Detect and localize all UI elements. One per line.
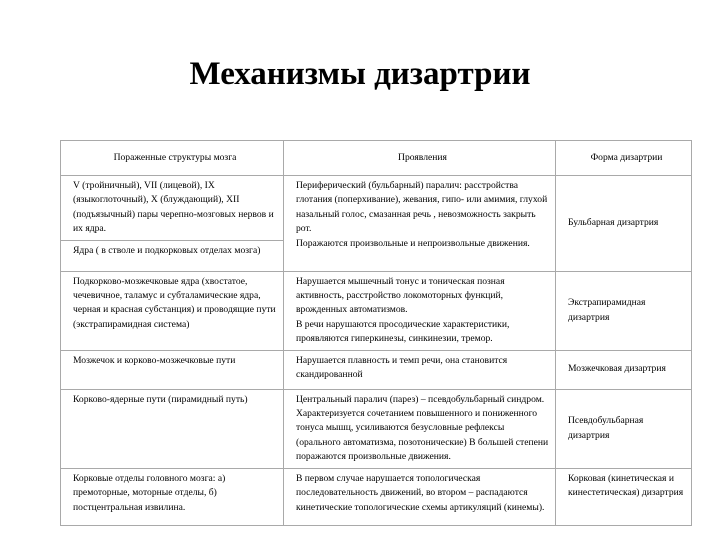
structure-cell: V (тройничный), VII (лицевой), IX (языкоглоточный), X (блуждающий), XII (подъязычный) пары черепно-мозговых нервов и их ядра. <box>61 176 284 241</box>
structure-cell: Ядра ( в стволе и подкорковых отделах мозга) <box>61 240 284 271</box>
table-row <box>61 389 692 468</box>
manifestation-text: Нарушается мышечный тонус и тоническая позная активность, расстройство локомоторных функций, врожденных автоматизмов. <box>296 275 505 316</box>
manifestation-cell <box>284 176 556 272</box>
manifestation-cell: Нарушается плавность и темп речи, она становится скандированной <box>284 350 556 389</box>
table-row <box>61 468 692 525</box>
form-cell: Экстрапирамидная дизартрия <box>556 271 692 350</box>
header-manifestations: Проявления <box>284 141 556 176</box>
manifestation-text: Периферический (бульбарный) паралич: расстройства глотания (поперхивание), жевания, гипо- или амимия, глухой назальный голос, смазанная речь , невозможность закрыть рот. <box>296 180 548 235</box>
manifestation-cell: Центральный паралич (парез) – псевдобульбарный синдром. Характеризуется сочетанием повышенного и пониженного тонуса мышц, усиливаются безусловные рефлексы (орального автоматизма, позотонические) В большей степени поражаются произвольные движения. <box>284 389 556 468</box>
form-cell: Псевдобульбарная дизартрия <box>556 389 692 468</box>
table-row <box>61 271 692 350</box>
structure-cell: Мозжечок и корково-мозжечковые пути <box>61 350 284 389</box>
structure-cell: Корковые отделы головного мозга: а) премоторные, моторные отделы, б) постцентральная извилина. <box>61 468 284 525</box>
table-row <box>61 176 692 241</box>
table-header-row <box>61 141 692 176</box>
header-form: Форма дизартрии <box>556 141 692 176</box>
manifestation-cell <box>284 271 556 350</box>
form-cell: Бульбарная дизартрия <box>556 176 692 272</box>
form-cell: Корковая (кинетическая и кинестетическая) дизартрия <box>556 468 692 525</box>
manifestation-text: В речи нарушаются просодические характеристики, проявляются гиперкинезы, синкинезии, тремор. <box>296 318 510 345</box>
header-structures: Пораженные структуры мозга <box>61 141 284 176</box>
structure-cell: Корково-ядерные пути (пирамидный путь) <box>61 389 284 468</box>
dysarthria-table <box>60 140 692 526</box>
manifestation-cell: В первом случае нарушается топологическая последовательность движений, во втором – распадаются кинетические топологические схемы артикуляций (кинемы). <box>284 468 556 525</box>
manifestation-text: Поражаются произвольные и непроизвольные движения. <box>296 237 530 249</box>
slide-title: Механизмы дизартрии <box>189 56 531 92</box>
form-cell: Мозжечковая дизартрия <box>556 350 692 389</box>
structure-cell: Подкорково-мозжечковые ядра (хвостатое, чечевичное, таламус и субталамические ядра, черная и красная субстанция) и проводящие пути (экстрапирамидная система) <box>61 271 284 350</box>
table-row <box>61 350 692 389</box>
